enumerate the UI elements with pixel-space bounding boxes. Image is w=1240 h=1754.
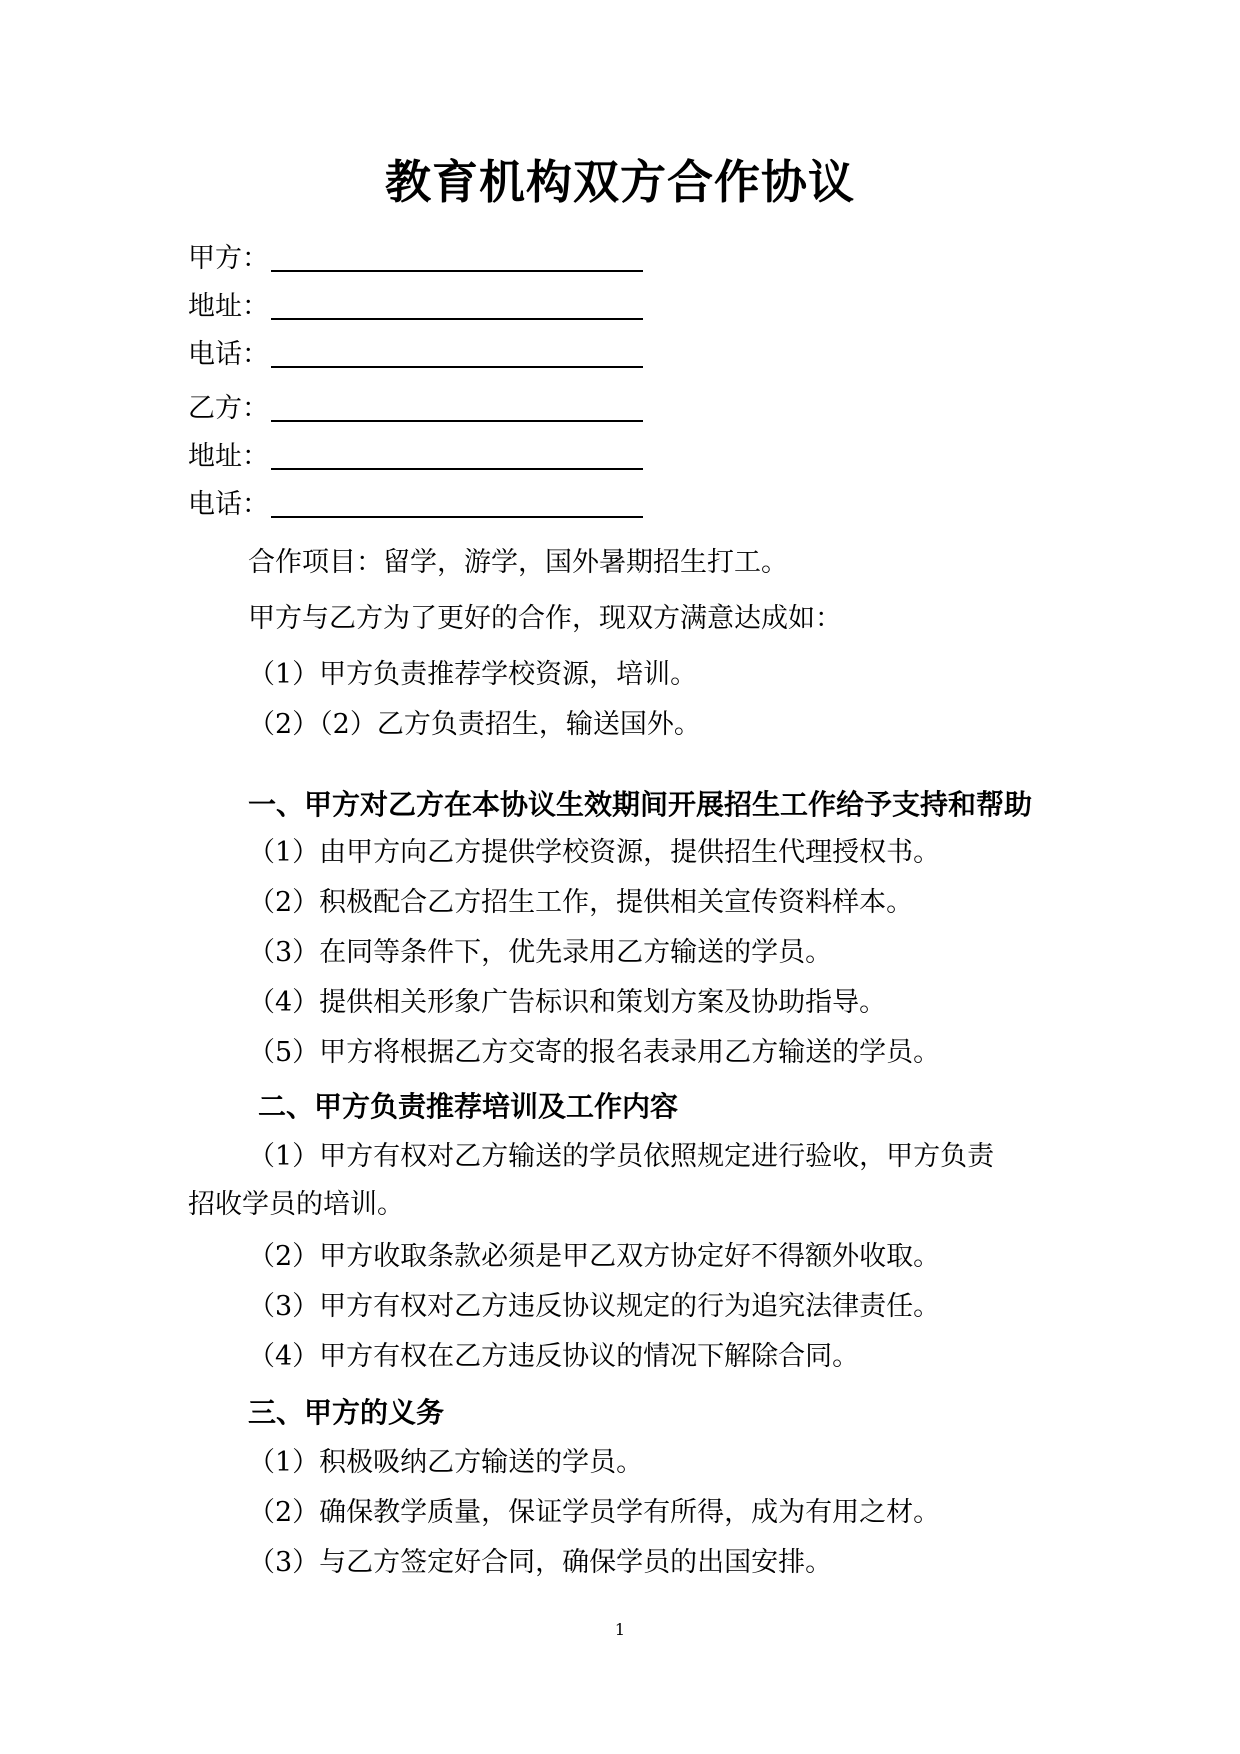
section-2-item: （3）甲方有权对乙方违反协议规定的行为追究法律责任。: [248, 1291, 941, 1322]
party-b-name-blank: [271, 390, 643, 422]
party-b-phone-field: [188, 482, 643, 524]
section-1-heading: 一、甲方对乙方在本协议生效期间开展招生工作给予支持和帮助: [248, 788, 1033, 821]
section-3-item: （2）确保教学质量，保证学员学有所得，成为有用之材。: [248, 1497, 941, 1528]
document-title: 教育机构双方合作协议: [385, 155, 855, 209]
section-3-item: （3）与乙方签定好合同，确保学员的出国安排。: [248, 1547, 833, 1578]
party-b-address-field: [188, 434, 643, 476]
party-a-phone-field: [188, 332, 643, 374]
section-3-heading: 三、甲方的义务: [248, 1396, 445, 1429]
party-b-phone-label: 电话：: [188, 489, 269, 520]
intro-item: （2）（2）乙方负责招生，输送国外。: [248, 709, 701, 740]
party-b-name-label: 乙方：: [188, 393, 269, 424]
section-1-item: （1）由甲方向乙方提供学校资源，提供招生代理授权书。: [248, 837, 941, 868]
party-b-name-field: [188, 386, 643, 428]
section-1-item: （2）积极配合乙方招生工作，提供相关宣传资料样本。: [248, 887, 914, 918]
section-2-item: （2）甲方收取条款必须是甲乙双方协定好不得额外收取。: [248, 1241, 941, 1272]
page-number: 1: [614, 1620, 626, 1639]
section-1-item: （4）提供相关形象广告标识和策划方案及协助指导。: [248, 987, 887, 1018]
party-a-name-label: 甲方：: [188, 243, 269, 274]
party-a-name-field: [188, 236, 643, 278]
intro-item: （1）甲方负责推荐学校资源，培训。: [248, 659, 698, 690]
section-1-item: （5）甲方将根据乙方交寄的报名表录用乙方输送的学员。: [248, 1037, 941, 1068]
section-2-item-1-line-2: 招收学员的培训。: [188, 1189, 404, 1220]
party-b-address-blank: [271, 438, 643, 470]
party-a-phone-blank: [271, 336, 643, 368]
party-b-phone-blank: [271, 486, 643, 518]
agreement-statement: 甲方与乙方为了更好的合作，现双方满意达成如：: [248, 603, 842, 634]
section-2-item: （4）甲方有权在乙方违反协议的情况下解除合同。: [248, 1341, 860, 1372]
party-a-phone-label: 电话：: [188, 339, 269, 370]
section-2-item-1-line-1: （1）甲方有权对乙方输送的学员依照规定进行验收，甲方负责: [248, 1141, 995, 1172]
section-1-item: （3）在同等条件下，优先录用乙方输送的学员。: [248, 937, 833, 968]
party-a-name-blank: [271, 240, 643, 272]
party-a-address-field: [188, 284, 643, 326]
section-2-heading: 二、甲方负责推荐培训及工作内容: [258, 1090, 679, 1123]
section-3-item: （1）积极吸纳乙方输送的学员。: [248, 1447, 644, 1478]
party-b-address-label: 地址：: [188, 441, 269, 472]
party-a-address-label: 地址：: [188, 291, 269, 322]
party-a-address-blank: [271, 288, 643, 320]
cooperation-project: 合作项目：留学，游学，国外暑期招生打工。: [248, 547, 788, 578]
